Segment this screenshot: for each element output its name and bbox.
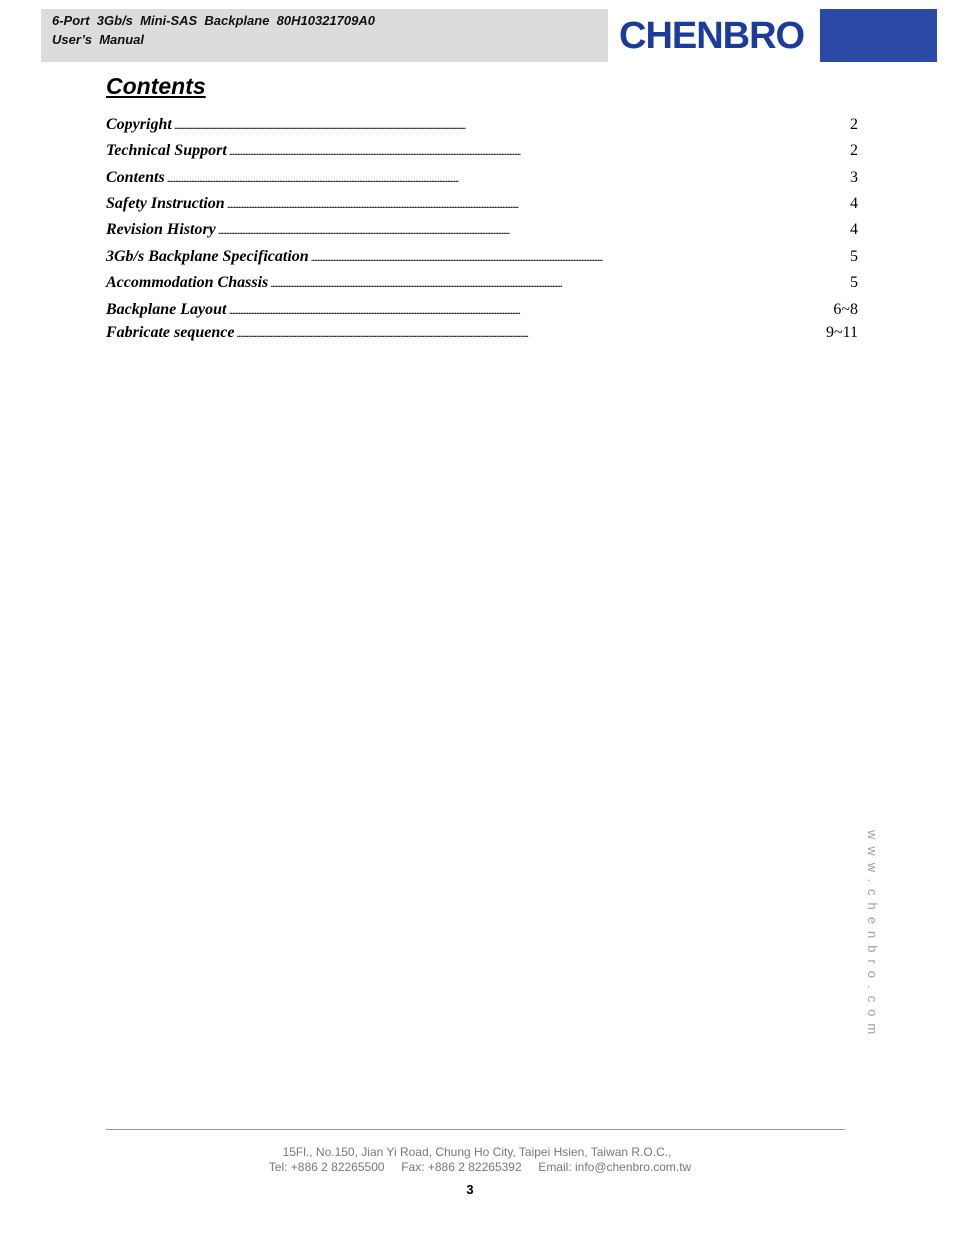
toc-entry[interactable] bbox=[106, 301, 858, 323]
toc-entry-page: 9~11 bbox=[825, 324, 858, 341]
toc-entry[interactable] bbox=[106, 274, 858, 296]
toc-entry-page: 6~8 bbox=[833, 301, 858, 318]
toc-entry-title: Fabricate sequence bbox=[106, 324, 235, 341]
toc-entry-page: 4 bbox=[850, 195, 858, 212]
document-subtitle: User’s Manual bbox=[52, 32, 145, 47]
toc-leader-dots bbox=[218, 221, 848, 239]
page-number: 3 bbox=[466, 1182, 474, 1197]
footer-address: 15Fl., No.150, Jian Yi Road, Chung Ho City, Taipei Hsien, Taiwan R.O.C., bbox=[282, 1145, 672, 1159]
toc-entry-title: Copyright bbox=[106, 116, 172, 133]
toc-entry[interactable] bbox=[106, 221, 858, 243]
toc-entry[interactable] bbox=[106, 142, 858, 164]
toc-entry-title: Safety Instruction bbox=[106, 195, 225, 212]
toc-leader-dots bbox=[270, 274, 848, 292]
toc-entry-title: Accommodation Chassis bbox=[106, 274, 269, 291]
toc-leader-dots bbox=[311, 248, 848, 266]
toc-entry[interactable] bbox=[106, 169, 858, 191]
chenbro-logo: CHENBRO bbox=[619, 15, 805, 57]
toc-entry-title: Backplane Layout bbox=[106, 301, 227, 318]
toc-entry-page: 4 bbox=[850, 221, 858, 238]
toc-entry[interactable] bbox=[106, 195, 858, 217]
toc-leader-dots bbox=[229, 142, 848, 160]
toc-entry-title: Contents bbox=[106, 169, 165, 186]
toc-entry-title: Revision History bbox=[106, 221, 216, 238]
toc-entry-page: 2 bbox=[850, 116, 858, 133]
toc-entry[interactable] bbox=[106, 116, 858, 138]
toc-entry-page: 5 bbox=[850, 248, 858, 265]
toc-entry-page: 5 bbox=[850, 274, 858, 291]
toc-entry-page: 2 bbox=[850, 142, 858, 159]
contents-heading: Contents bbox=[106, 73, 206, 99]
side-website-url: www.chenbro.com bbox=[865, 830, 880, 1042]
document-title: 6-Port 3Gb/s Mini-SAS Backplane 80H10321709A0 bbox=[52, 13, 375, 28]
toc-leader-dots bbox=[236, 324, 824, 342]
footer-contact: Tel: +886 2 82265500 Fax: +886 2 82265392 Email: info@chenbro.com.tw bbox=[268, 1160, 692, 1174]
toc-leader-dots bbox=[228, 301, 831, 319]
toc-entry-page: 3 bbox=[850, 169, 858, 186]
toc-entry[interactable] bbox=[106, 324, 858, 346]
header-blue-block bbox=[820, 9, 937, 62]
toc-entry-title: Technical Support bbox=[106, 142, 227, 159]
toc-leader-dots bbox=[167, 169, 848, 187]
toc-leader-dots bbox=[174, 116, 848, 134]
toc-entry-title: 3Gb/s Backplane Specification bbox=[106, 248, 309, 265]
toc-entry[interactable] bbox=[106, 248, 858, 270]
toc-leader-dots bbox=[227, 195, 848, 213]
footer-divider bbox=[106, 1129, 845, 1130]
